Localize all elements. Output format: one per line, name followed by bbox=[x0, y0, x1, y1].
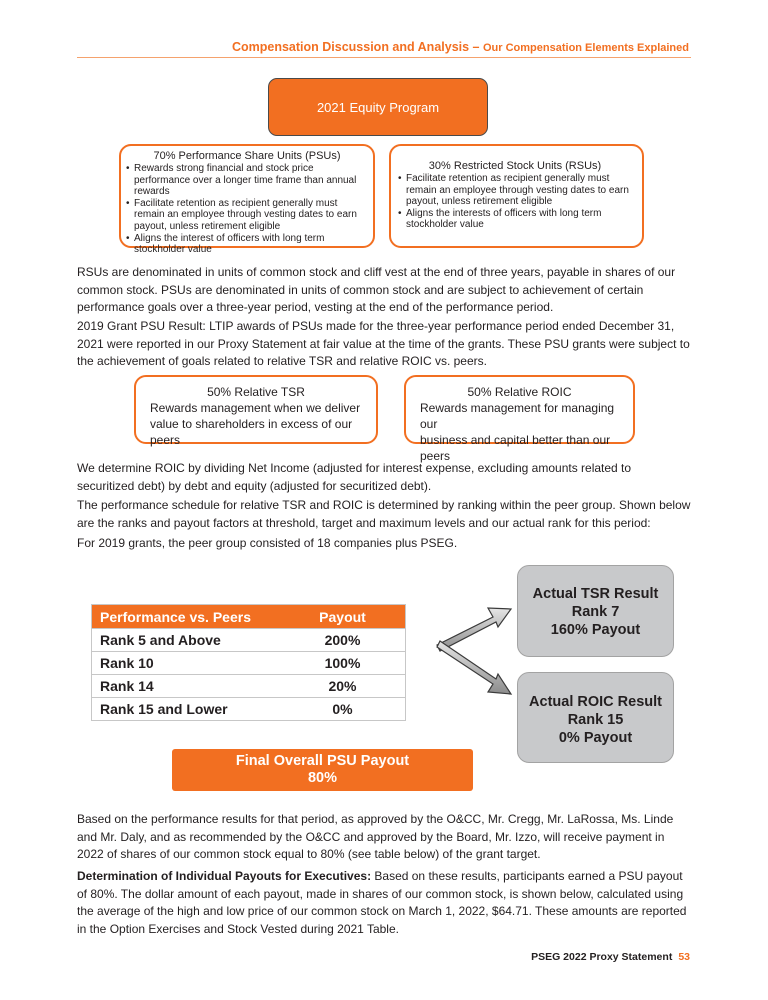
header-rule bbox=[77, 57, 691, 58]
rank-cell: Rank 14 bbox=[92, 675, 281, 698]
footer-title: PSEG 2022 Proxy Statement bbox=[531, 951, 673, 963]
tsr-text-line: value to shareholders in excess of our peers bbox=[150, 417, 353, 447]
payout-cell: 20% bbox=[280, 675, 406, 698]
roic-text-line: business and capital better than our peers bbox=[420, 433, 611, 463]
column-header-payout: Payout bbox=[280, 605, 406, 629]
table-row bbox=[92, 629, 406, 652]
rsu-bullets bbox=[397, 173, 633, 231]
table-row bbox=[92, 652, 406, 675]
individual-payouts-text: Based on these results, participants earned a PSU payout of 80%. The dollar amount of each payout, made in shares of our common stock, is shown below, calculated using the average of the high and low price of our common stock on March 1, 2022, $64.71. These amounts are reported in the Option Exercises and Stock Vested during 2021 Table. bbox=[77, 869, 687, 936]
table-row bbox=[92, 675, 406, 698]
tsr-title: 50% Relative TSR bbox=[207, 385, 305, 399]
relative-roic-box bbox=[404, 375, 635, 463]
paragraph-approval: Based on the performance results for that period, as approved by the O&CC, Mr. Cregg, Mr. LaRossa, Ms. Linde and Mr. Daly, and as recommended by the O&CC and approved by the Board, Mr. Izzo, will receive payment in 2022 of shares of our common stock equal to 80% (see table below) of the grant target. bbox=[77, 812, 674, 861]
page-footer bbox=[400, 951, 690, 963]
roic-text bbox=[406, 400, 633, 464]
individual-payouts-heading: Determination of Individual Payouts for Executives: bbox=[77, 869, 372, 883]
tsr-text bbox=[136, 400, 376, 448]
psu-bullet: • Aligns the interest of officers with long term stockholder value bbox=[125, 233, 369, 256]
roic-result-rank: Rank 15 bbox=[567, 712, 624, 728]
header-section: Compensation Discussion and Analysis – bbox=[231, 40, 480, 54]
roic-title: 50% Relative ROIC bbox=[467, 385, 572, 399]
final-psu-payout-box bbox=[172, 749, 473, 791]
rsu-title: 30% Restricted Stock Units (RSUs) bbox=[428, 160, 602, 172]
table-row bbox=[92, 698, 406, 721]
psu-box bbox=[119, 144, 375, 256]
psu-bullets bbox=[125, 163, 369, 256]
paragraph-roic-definition: We determine ROIC by dividing Net Income (adjusted for interest expense, excluding amounts related to securitized debt) by debt and equity (adjusted for securitized debt). bbox=[77, 461, 632, 493]
final-payout-value: 80% bbox=[307, 770, 338, 786]
header-subsection: Our Compensation Elements Explained bbox=[483, 42, 689, 54]
performance-table bbox=[91, 604, 406, 721]
psu-title: 70% Performance Share Units (PSUs) bbox=[153, 150, 341, 162]
rank-cell: Rank 10 bbox=[92, 652, 281, 675]
actual-roic-result-box bbox=[517, 672, 674, 763]
tsr-result-title: Actual TSR Result bbox=[532, 586, 659, 602]
roic-result-payout: 0% Payout bbox=[558, 730, 633, 746]
payout-cell: 0% bbox=[280, 698, 406, 721]
roic-result-title: Actual ROIC Result bbox=[529, 694, 662, 710]
paragraph-performance-schedule: The performance schedule for relative TSR and ROIC is determined by ranking within the peer group. Shown below are the ranks and payout factors at threshold, target and maximum levels and our actual rank for this period: bbox=[77, 498, 691, 530]
rank-cell: Rank 5 and Above bbox=[92, 629, 281, 652]
rsu-bullet: • Facilitate retention as recipient generally must remain an employee through vesting dates to earn payout, unless retirement eligible bbox=[397, 173, 633, 208]
page-number: 53 bbox=[678, 951, 690, 963]
payout-cell: 200% bbox=[280, 629, 406, 652]
tsr-text-line: Rewards management when we deliver bbox=[150, 401, 361, 415]
arrow-to-tsr-result bbox=[437, 608, 511, 651]
table-header-row bbox=[92, 605, 406, 629]
psu-bullet: • Facilitate retention as recipient generally must remain an employee through vesting dates to earn payout, unless retirement eligible bbox=[125, 198, 369, 233]
tsr-result-rank: Rank 7 bbox=[571, 604, 620, 620]
tsr-result-payout: 160% Payout bbox=[550, 622, 641, 638]
arrow-to-roic-result bbox=[437, 641, 511, 694]
column-header-performance: Performance vs. Peers bbox=[92, 605, 281, 629]
payout-cell: 100% bbox=[280, 652, 406, 675]
rsu-bullet: • Aligns the interests of officers with long term stockholder value bbox=[397, 208, 633, 231]
actual-tsr-result-box bbox=[517, 565, 674, 657]
equity-program-box: 2021 Equity Program bbox=[268, 78, 488, 136]
paragraph-individual-payouts bbox=[77, 868, 691, 938]
relative-tsr-box bbox=[134, 375, 378, 447]
paragraph-units: RSUs are denominated in units of common stock and cliff vest at the end of three years, payable in shares of our common stock. PSUs are denominated in units of common stock and are subject to achievement of certain performance goals over a three-year period, vesting at the end of the performance period. bbox=[77, 265, 676, 314]
rank-cell: Rank 15 and Lower bbox=[92, 698, 281, 721]
paragraph-grant-result: 2019 Grant PSU Result: LTIP awards of PSUs made for the three-year performance period ended December 31, 2021 were reported in our Proxy Statement at fair value at the time of the grants. These PSU grants were subject to the achievement of goals related to relative TSR and relative ROIC vs. peers. bbox=[77, 319, 690, 368]
rsu-box bbox=[389, 144, 644, 248]
final-payout-title: Final Overall PSU Payout bbox=[235, 753, 410, 769]
roic-text-line: Rewards management for managing our bbox=[420, 401, 615, 431]
paragraph-peer-group: For 2019 grants, the peer group consisted of 18 companies plus PSEG. bbox=[77, 536, 458, 550]
page-header bbox=[77, 40, 689, 54]
psu-bullet: • Rewards strong financial and stock price performance over a longer time frame than annual rewards bbox=[125, 163, 369, 198]
